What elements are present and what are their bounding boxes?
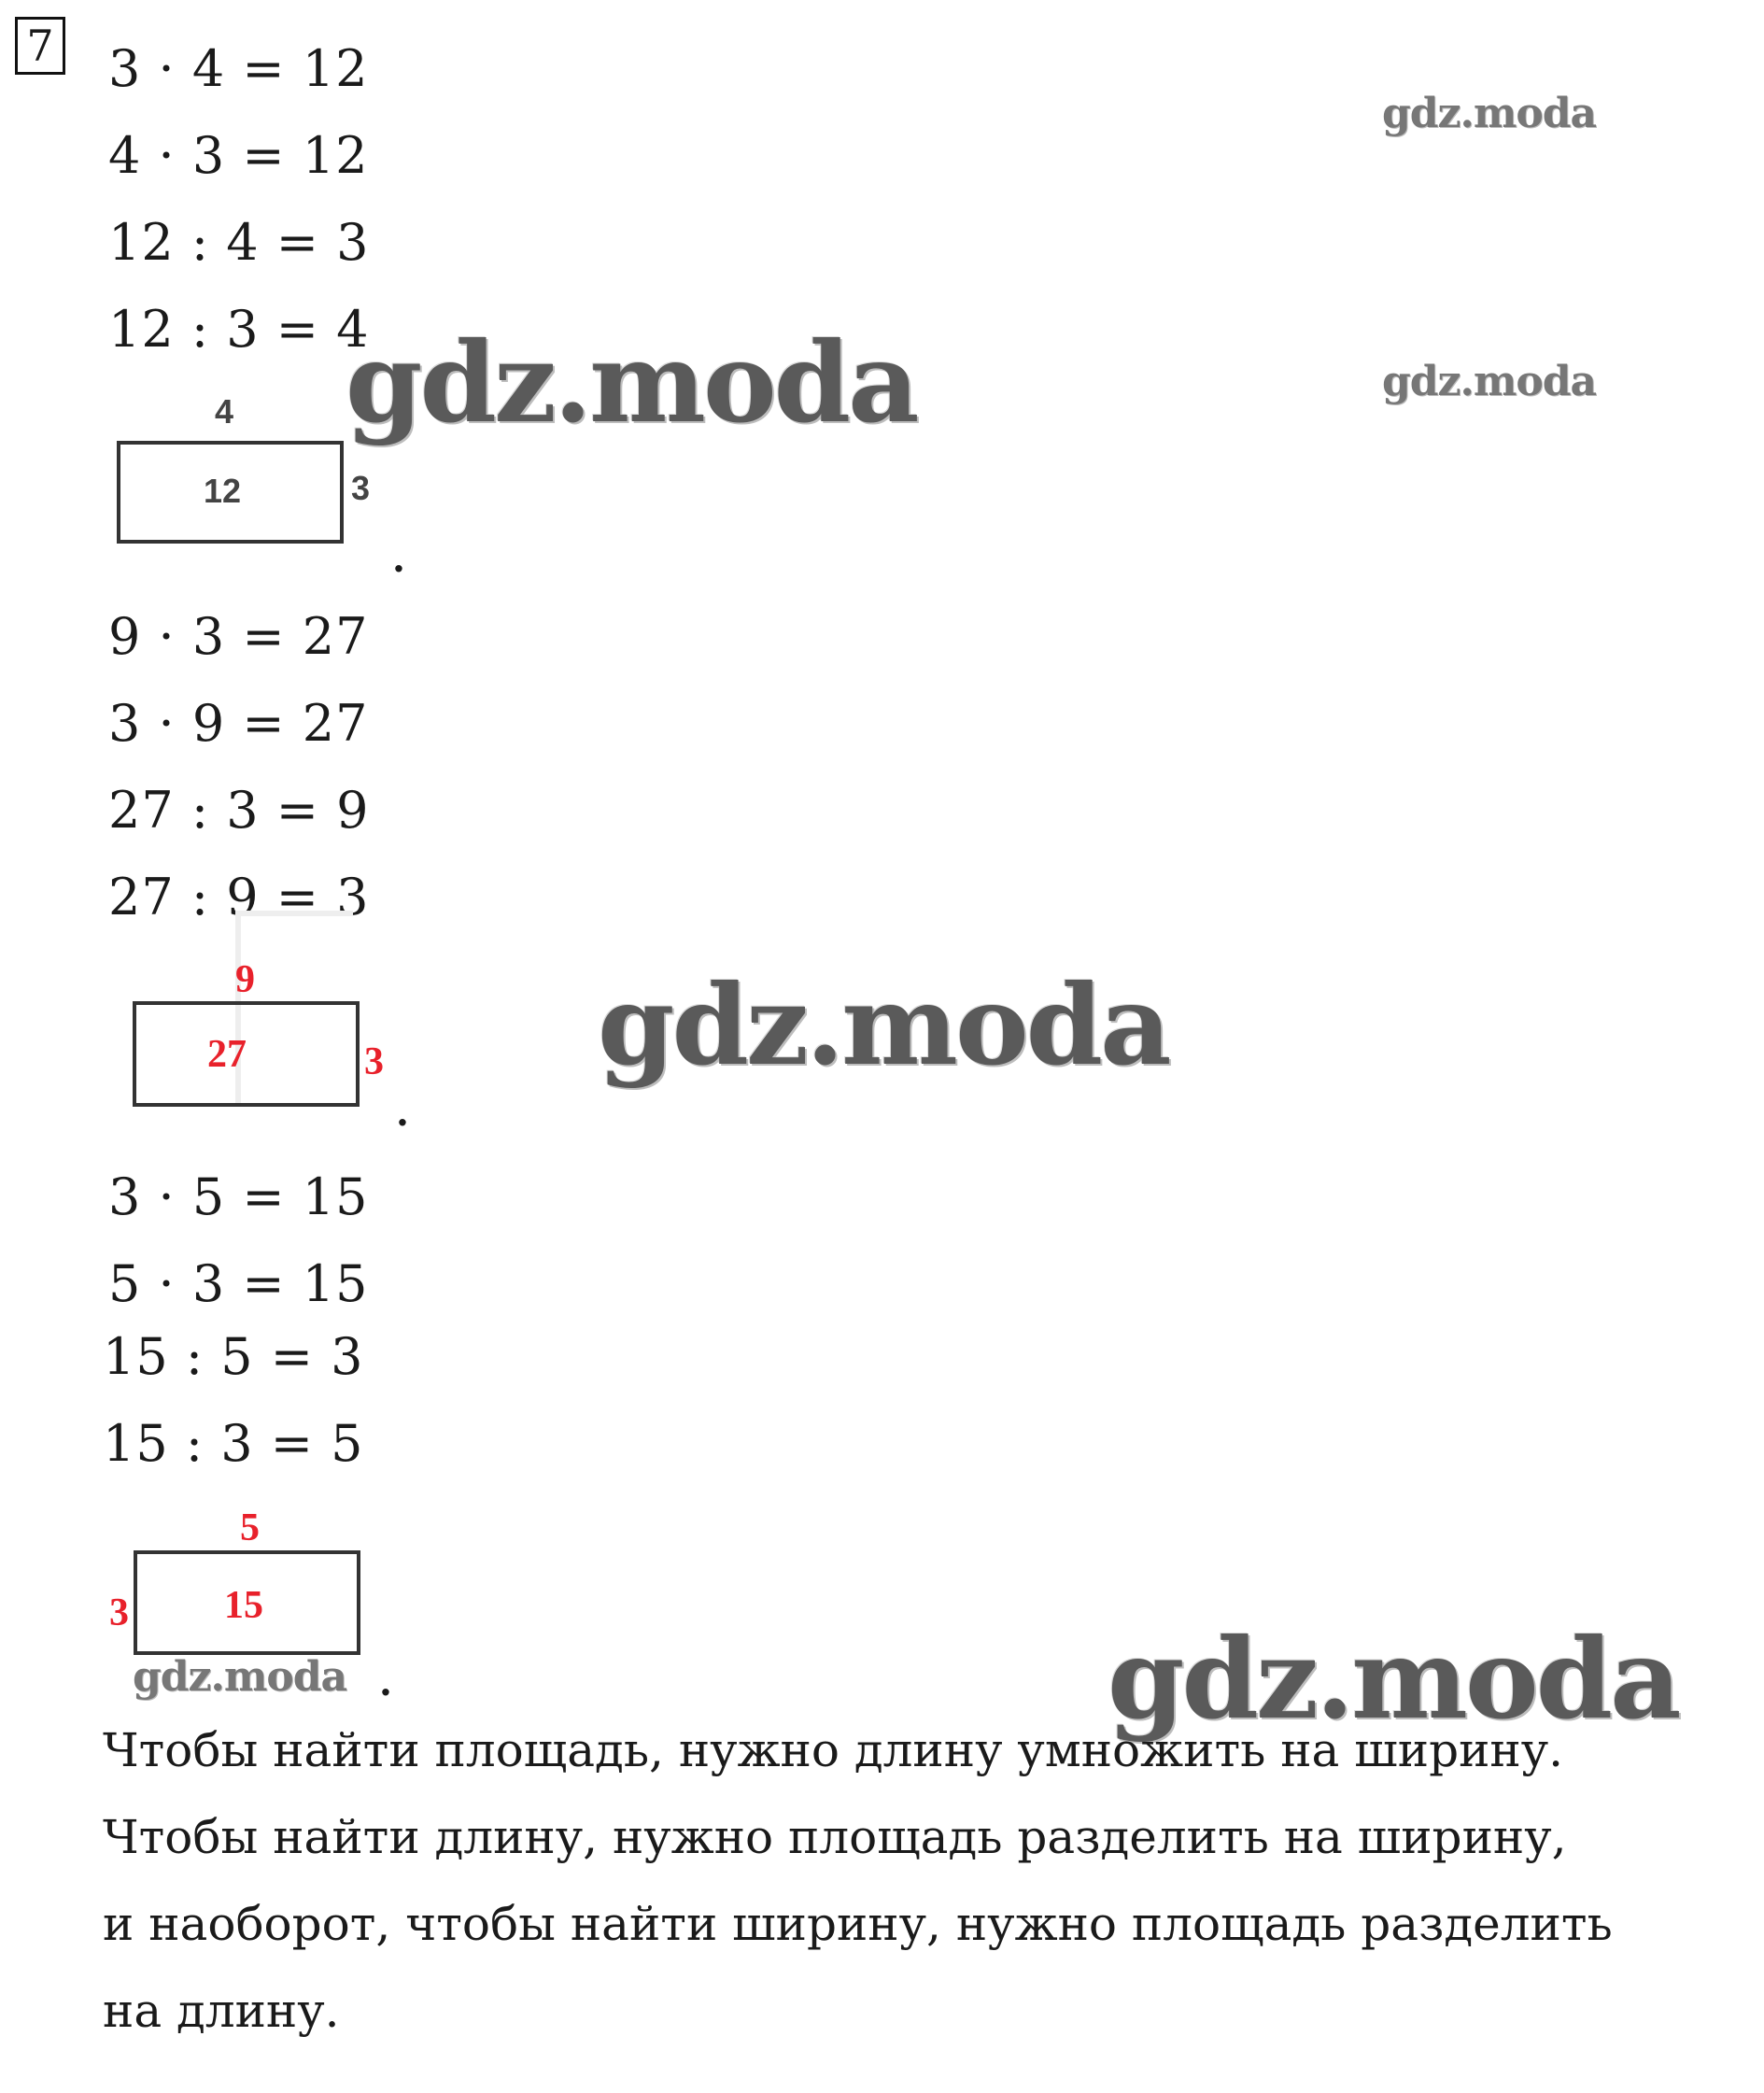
equation: 4 · 3 = 12: [108, 126, 369, 185]
equation: 15 : 3 = 5: [103, 1414, 364, 1473]
equation: 9 · 3 = 27: [108, 607, 369, 666]
equation: 3 · 9 = 27: [108, 694, 369, 753]
watermark: gdz.moda: [1382, 358, 1597, 405]
explanation-line: на длину.: [103, 1984, 340, 2038]
period: .: [396, 1091, 409, 1135]
watermark: gdz.moda: [1108, 1614, 1679, 1744]
equation: 27 : 3 = 9: [108, 781, 370, 840]
equation: 15 : 5 = 3: [103, 1327, 364, 1386]
rectangle-side-label: 3: [351, 469, 371, 507]
period: .: [392, 537, 405, 581]
period: .: [379, 1661, 392, 1704]
equation: 5 · 3 = 15: [108, 1254, 369, 1313]
watermark: gdz.moda: [1382, 90, 1597, 137]
equation: 3 · 4 = 12: [108, 39, 369, 98]
rectangle-top-label: 9: [235, 958, 255, 1001]
rectangle-top-label: 5: [240, 1506, 260, 1549]
task-number: 7: [15, 17, 65, 75]
rectangle-side-label: 3: [364, 1040, 384, 1083]
equation: 12 : 4 = 3: [108, 213, 370, 272]
equation: 27 : 9 = 3: [108, 868, 370, 926]
equation: 3 · 5 = 15: [108, 1167, 369, 1226]
rectangle-area-label: 15: [224, 1584, 263, 1627]
rectangle-top-label: 4: [215, 392, 234, 431]
explanation-line: и наоборот, чтобы найти ширину, нужно площадь разделить: [103, 1897, 1613, 1951]
equation: 12 : 3 = 4: [108, 300, 370, 359]
explanation-line: Чтобы найти длину, нужно площадь разделить на ширину,: [103, 1810, 1567, 1864]
rectangle-area-label: 27: [207, 1033, 247, 1076]
explanation-line: Чтобы найти площадь, нужно длину умножить на ширину.: [103, 1723, 1564, 1777]
watermark: gdz.moda: [598, 960, 1169, 1090]
watermark: gdz.moda: [346, 318, 917, 447]
watermark: gdz.moda: [133, 1653, 347, 1701]
rectangle-side-label: 3: [109, 1591, 129, 1634]
rectangle-area-label: 12: [204, 472, 242, 510]
